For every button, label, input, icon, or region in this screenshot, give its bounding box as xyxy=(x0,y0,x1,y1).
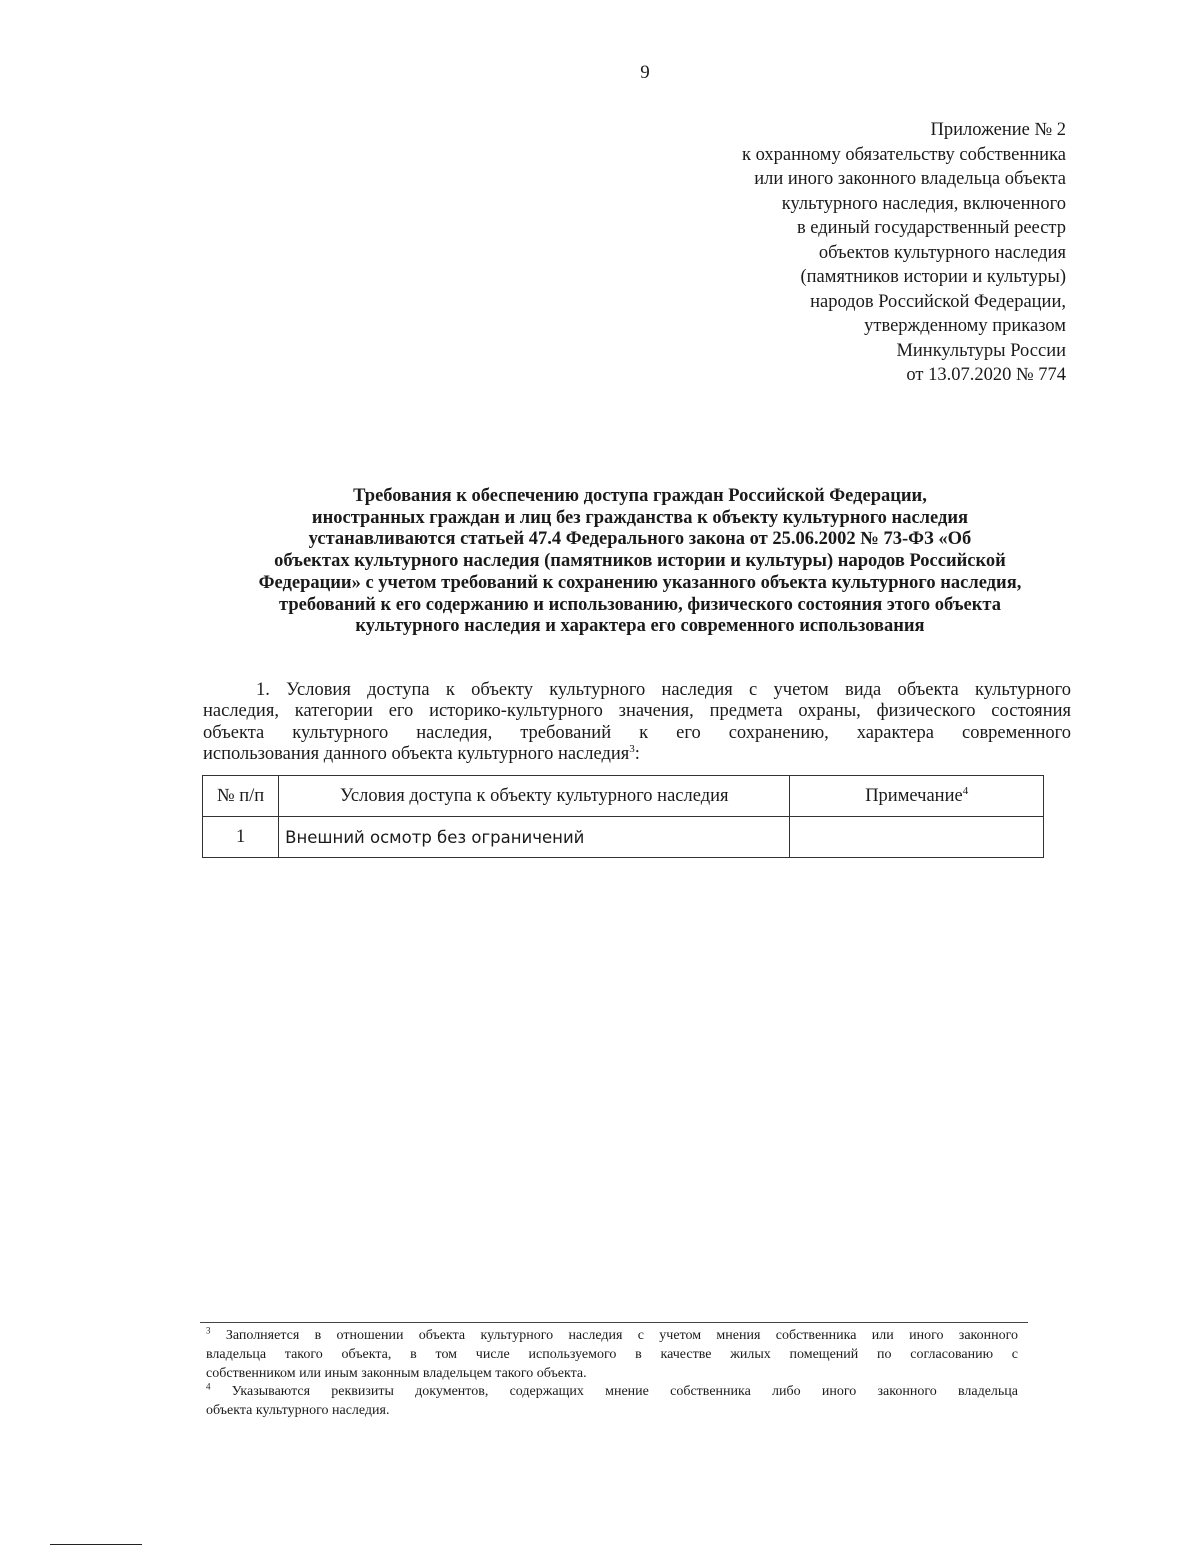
footnote-separator xyxy=(200,1322,1028,1323)
footnote-line: Указываются реквизиты документов, содержащих мнение собственника либо иного законного владельца xyxy=(231,1384,1019,1400)
annex-line: утвержденному приказом xyxy=(864,316,1066,336)
annex-line: или иного законного владельца объекта xyxy=(754,169,1066,189)
document-title xyxy=(200,486,1080,638)
cell-number: 1 xyxy=(203,817,279,858)
annex-header xyxy=(742,118,1066,388)
access-conditions-table xyxy=(202,775,1044,858)
bottom-scan-mark xyxy=(50,1544,142,1545)
intro-line: использования данного объекта культурного наследия xyxy=(203,743,630,764)
annex-line: (памятников истории и культуры) xyxy=(800,267,1066,287)
header-note xyxy=(790,776,1044,817)
header-number: № п/п xyxy=(203,776,279,817)
cell-note xyxy=(790,817,1044,858)
table-row xyxy=(203,817,1044,858)
header-conditions: Условия доступа к объекту культурного наследия xyxy=(279,776,790,817)
intro-colon: : xyxy=(634,743,640,764)
table-header-row xyxy=(203,776,1044,817)
annex-line: Приложение № 2 xyxy=(930,120,1066,140)
footnotes xyxy=(206,1327,1018,1421)
footnote-line: объекта культурного наследия. xyxy=(206,1403,390,1419)
intro-line: наследия, категории его историко-культурного значения, предмета охраны, физического состояния xyxy=(203,701,1071,722)
footnote-4 xyxy=(206,1383,1018,1402)
footnote-line: Заполняется в отношении объекта культурного наследия с учетом мнения собственника или иного законного xyxy=(225,1328,1019,1343)
footnote-ref[interactable]: 3 xyxy=(629,742,635,755)
title-line: объектах культурного наследия (памятников истории и культуры) народов Российской xyxy=(274,551,1006,572)
title-line: Требования к обеспечению доступа граждан Российской Федерации, xyxy=(353,486,927,506)
footnote-marker: 4 xyxy=(206,1381,211,1392)
intro-line: 1. Условия доступа к объекту культурного наследия с учетом вида объекта культурного xyxy=(256,680,1071,700)
header-note-label: Примечание xyxy=(865,785,963,806)
annex-line: объектов культурного наследия xyxy=(818,242,1066,263)
title-line: культурного наследия и характера его современного использования xyxy=(355,616,925,637)
title-line: устанавливаются статьей 47.4 Федерального закона от 25.06.2002 № 73-ФЗ «Об xyxy=(308,529,972,550)
annex-line: в единый государственный реестр xyxy=(796,218,1066,238)
footnote-line: собственником или иным законным владельцем такого объекта. xyxy=(206,1365,587,1381)
title-line: Федерации» с учетом требований к сохранению указанного объекта культурного наследия, xyxy=(258,572,1022,593)
footnote-line: владельца такого объекта, в том числе используемого в качестве жилых помещений по согласованию с xyxy=(206,1346,1018,1362)
footnote-3 xyxy=(206,1327,1018,1346)
page-number: 9 xyxy=(640,62,650,83)
annex-line: народов Российской Федерации, xyxy=(810,291,1066,312)
intro-line: объекта культурного наследия, требований к его сохранению, характера современного xyxy=(203,722,1071,743)
annex-line: Минкультуры России xyxy=(896,340,1066,361)
footnote-ref[interactable]: 4 xyxy=(962,784,969,797)
annex-line: от 13.07.2020 № 774 xyxy=(906,365,1066,385)
annex-line: к охранному обязательству собственника xyxy=(741,144,1066,165)
title-line: требований к его содержанию и использованию, физического состояния этого объекта xyxy=(279,594,1001,615)
annex-line: культурного наследия, включенного xyxy=(781,193,1066,214)
intro-line-last xyxy=(203,744,1071,765)
intro-paragraph xyxy=(203,680,1071,765)
footnote-marker: 3 xyxy=(206,1325,211,1336)
cell-conditions: Внешний осмотр без ограничений xyxy=(279,817,790,858)
title-line: иностранных граждан и лиц без гражданства к объекту культурного наследия xyxy=(311,507,969,528)
